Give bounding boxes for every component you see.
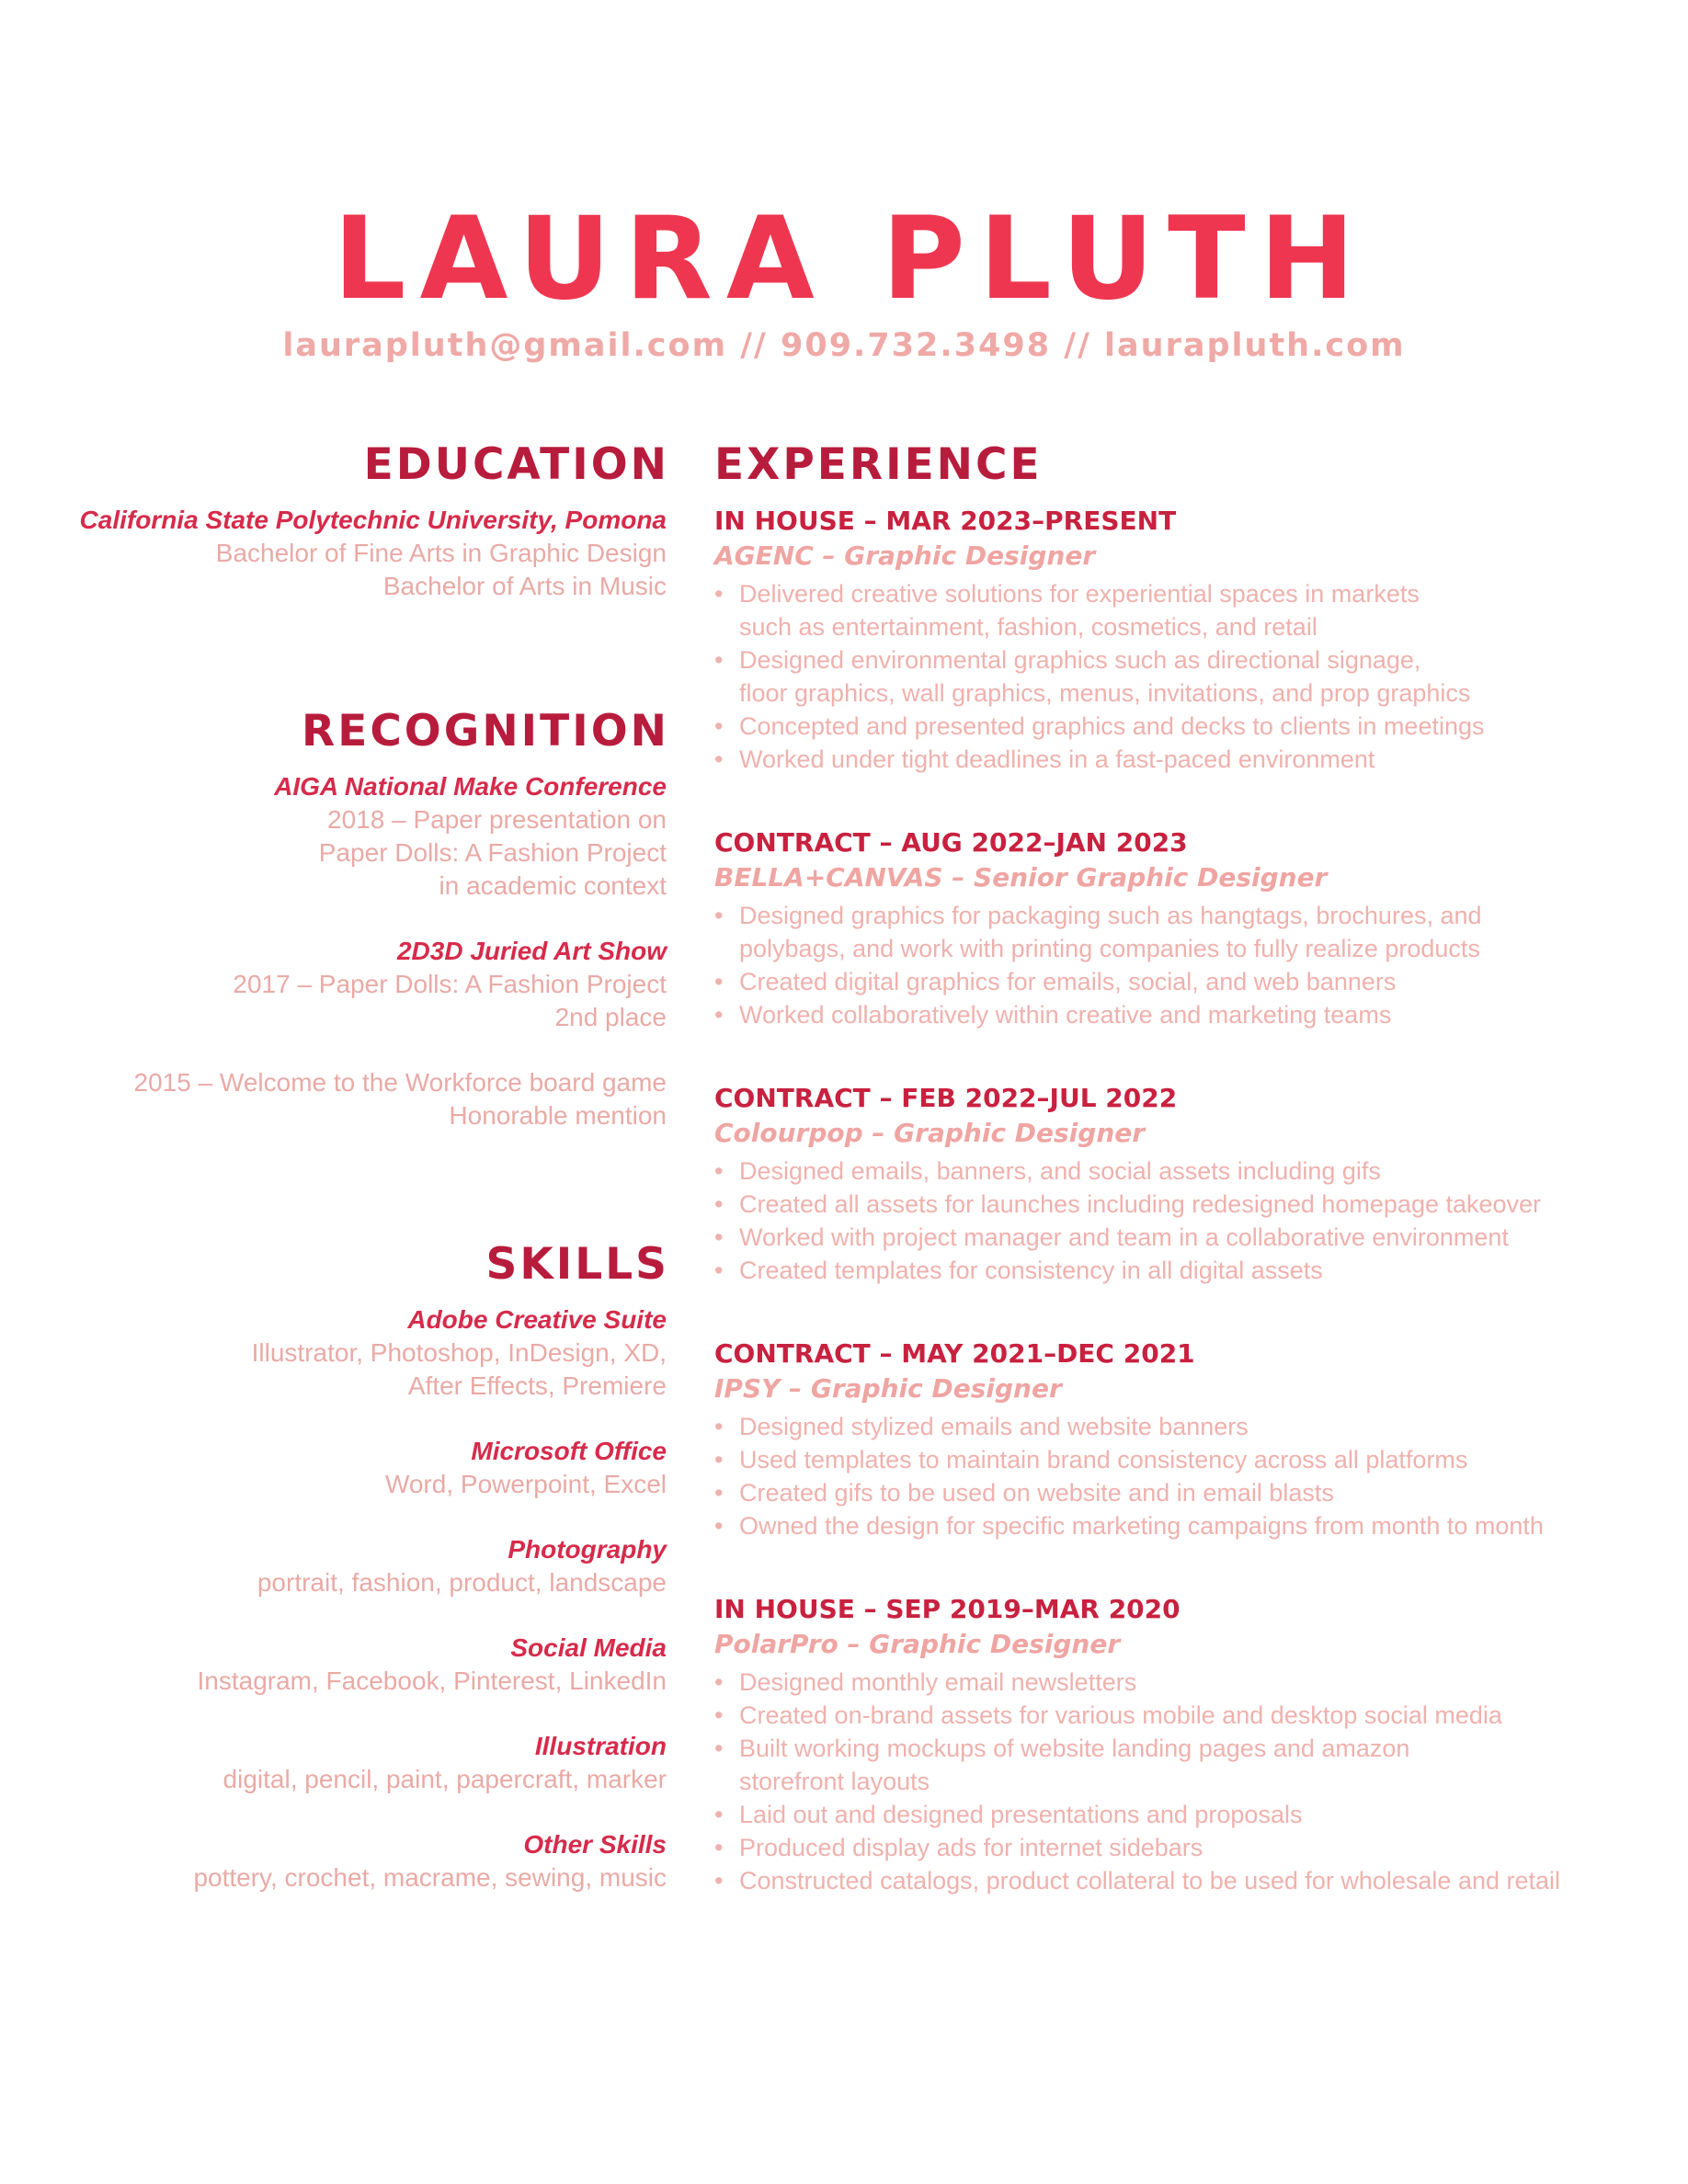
bullet-line: Built working mockups of website landing pages and amazon xyxy=(739,1735,1410,1762)
applicant-name: LAURA PLUTH xyxy=(333,193,1369,325)
recognition-item-title: AIGA National Make Conference xyxy=(274,772,667,801)
bullet-line: Designed environmental graphics such as directional signage, xyxy=(739,646,1421,674)
skill-group-title: Photography xyxy=(508,1535,667,1564)
recognition-item-line: 2018 – Paper presentation on xyxy=(327,805,667,834)
job-bullets xyxy=(714,1155,1634,1287)
bullet-line: floor graphics, wall graphics, menus, invitations, and prop graphics xyxy=(739,679,1471,707)
bullet-line: Created on-brand assets for various mobile and desktop social media xyxy=(739,1701,1502,1729)
recognition-item-line: 2nd place xyxy=(554,1003,667,1031)
recognition-item xyxy=(64,935,667,1034)
recognition-heading: RECOGNITION xyxy=(302,706,669,756)
bullet-line: storefront layouts xyxy=(739,1768,930,1795)
recognition-item-line: Honorable mention xyxy=(449,1101,667,1130)
bullet-line: Produced display ads for internet sidebars xyxy=(739,1834,1203,1861)
skill-group-line: pottery, crochet, macrame, sewing, music xyxy=(193,1863,667,1892)
bullet-line: Designed graphics for packaging such as hangtags, brochures, and xyxy=(739,902,1482,929)
job-period: CONTRACT – MAY 2021–DEC 2021 xyxy=(714,1338,1195,1369)
job-period: CONTRACT – FEB 2022–JUL 2022 xyxy=(714,1083,1178,1113)
job-bullet xyxy=(714,1410,1634,1443)
job-bullet xyxy=(714,1509,1634,1542)
recognition-item xyxy=(64,770,667,903)
skill-group-line: digital, pencil, paint, papercraft, marker xyxy=(222,1765,667,1793)
job-role: BELLA+CANVAS – Senior Graphic Designer xyxy=(714,862,1328,893)
bullet-line: Created gifs to be used on website and in email blasts xyxy=(739,1479,1334,1507)
job-period: IN HOUSE – MAR 2023–PRESENT xyxy=(714,506,1177,536)
job-bullet xyxy=(714,1699,1634,1732)
skills-heading: SKILLS xyxy=(485,1239,669,1290)
job-bullet xyxy=(714,1732,1634,1798)
school-name: California State Polytechnic University, Pomona xyxy=(79,506,667,534)
job-bullet xyxy=(714,998,1634,1031)
skill-group-line: After Effects, Premiere xyxy=(407,1371,667,1400)
job-bullet xyxy=(714,710,1634,743)
skill-group-title: Other Skills xyxy=(523,1830,667,1859)
job-bullet xyxy=(714,577,1634,643)
bullet-line: Concepted and presented graphics and decks to clients in meetings xyxy=(739,712,1485,740)
bullet-line: such as entertainment, fashion, cosmetics, and retail xyxy=(739,613,1317,641)
job-bullets xyxy=(714,1410,1634,1542)
job-role: Colourpop – Graphic Designer xyxy=(714,1118,1146,1148)
job-bullets xyxy=(714,577,1634,776)
job-entry xyxy=(714,1081,1634,1287)
skill-group-line: Instagram, Facebook, Pinterest, LinkedIn xyxy=(197,1666,667,1695)
job-bullet xyxy=(714,1831,1634,1864)
skill-group-title: Illustration xyxy=(534,1732,667,1760)
job-bullets xyxy=(714,1666,1634,1897)
skill-group-title: Microsoft Office xyxy=(471,1437,667,1465)
job-entry xyxy=(714,1592,1634,1897)
recognition-item-line: in academic context xyxy=(439,871,667,900)
left-column xyxy=(64,439,667,1894)
skill-group-line: Illustrator, Photoshop, InDesign, XD, xyxy=(251,1338,667,1367)
bullet-line: Delivered creative solutions for experiential spaces in markets xyxy=(739,580,1420,608)
job-bullet xyxy=(714,1254,1634,1287)
job-bullets xyxy=(714,899,1634,1031)
job-period: IN HOUSE – SEP 2019–MAR 2020 xyxy=(714,1594,1180,1624)
recognition-item-line: 2015 – Welcome to the Workforce board game xyxy=(133,1068,667,1097)
job-bullet xyxy=(714,1666,1634,1699)
job-entry xyxy=(714,825,1634,1031)
job-bullet xyxy=(714,1443,1634,1476)
job-role: AGENC – Graphic Designer xyxy=(714,540,1096,571)
job-bullet xyxy=(714,743,1634,776)
job-bullet xyxy=(714,965,1634,998)
job-bullet xyxy=(714,1155,1634,1188)
skill-group xyxy=(64,1730,667,1796)
skill-group-title: Social Media xyxy=(510,1633,667,1662)
skill-group xyxy=(64,1828,667,1894)
bullet-line: Designed stylized emails and website banners xyxy=(739,1413,1249,1440)
job-bullet xyxy=(714,1188,1634,1221)
bullet-line: polybags, and work with printing companies to fully realize products xyxy=(739,935,1480,962)
job-bullet xyxy=(714,899,1634,965)
recognition-item xyxy=(64,1066,667,1132)
right-column xyxy=(714,439,1634,1947)
bullet-line: Used templates to maintain brand consistency across all platforms xyxy=(739,1446,1468,1473)
degree-line: Bachelor of Arts in Music xyxy=(382,572,667,600)
education-heading: EDUCATION xyxy=(363,439,669,490)
job-bullet xyxy=(714,1798,1634,1831)
job-bullet xyxy=(714,1221,1634,1254)
job-bullet xyxy=(714,1476,1634,1509)
bullet-line: Worked under tight deadlines in a fast-paced environment xyxy=(739,745,1375,773)
degree-line: Bachelor of Fine Arts in Graphic Design xyxy=(215,539,667,567)
job-bullet xyxy=(714,643,1634,710)
skill-group xyxy=(64,1632,667,1698)
recognition-item-line: 2017 – Paper Dolls: A Fashion Project xyxy=(233,970,667,998)
skill-group xyxy=(64,1303,667,1403)
skills-section xyxy=(64,1239,667,1894)
job-role: IPSY – Graphic Designer xyxy=(714,1373,1062,1404)
skill-group xyxy=(64,1533,667,1599)
recognition-item-title: 2D3D Juried Art Show xyxy=(396,937,667,965)
job-entry xyxy=(714,504,1634,776)
skill-group-line: portrait, fashion, product, landscape xyxy=(257,1568,667,1597)
bullet-line: Constructed catalogs, product collateral to be used for wholesale and retail xyxy=(739,1867,1561,1894)
job-role: PolarPro – Graphic Designer xyxy=(714,1629,1121,1659)
recognition-item-line: Paper Dolls: A Fashion Project xyxy=(318,838,667,867)
job-period: CONTRACT – AUG 2022–JAN 2023 xyxy=(714,827,1188,858)
skill-group-title: Adobe Creative Suite xyxy=(407,1305,667,1334)
recognition-section xyxy=(64,706,667,1132)
bullet-line: Designed emails, banners, and social assets including gifs xyxy=(739,1157,1381,1185)
bullet-line: Worked collaboratively within creative and marketing teams xyxy=(739,1001,1392,1029)
resume-header xyxy=(0,195,1688,366)
job-bullet xyxy=(714,1864,1634,1897)
bullet-line: Designed monthly email newsletters xyxy=(739,1668,1137,1696)
bullet-line: Worked with project manager and team in a collaborative environment xyxy=(739,1223,1509,1251)
skill-group-line: Word, Powerpoint, Excel xyxy=(384,1470,667,1498)
bullet-line: Created templates for consistency in all digital assets xyxy=(739,1257,1323,1284)
experience-heading: EXPERIENCE xyxy=(714,439,1043,490)
bullet-line: Created digital graphics for emails, social, and web banners xyxy=(739,968,1397,995)
bullet-line: Laid out and designed presentations and proposals xyxy=(739,1801,1303,1828)
bullet-line: Owned the design for specific marketing campaigns from month to month xyxy=(739,1512,1544,1540)
education-section xyxy=(64,439,667,603)
skill-group xyxy=(64,1435,667,1501)
job-entry xyxy=(714,1337,1634,1542)
contact-line: laurapluth@gmail.com // 909.732.3498 // laurapluth.com xyxy=(282,327,1406,364)
bullet-line: Created all assets for launches including redesigned homepage takeover xyxy=(739,1190,1542,1218)
